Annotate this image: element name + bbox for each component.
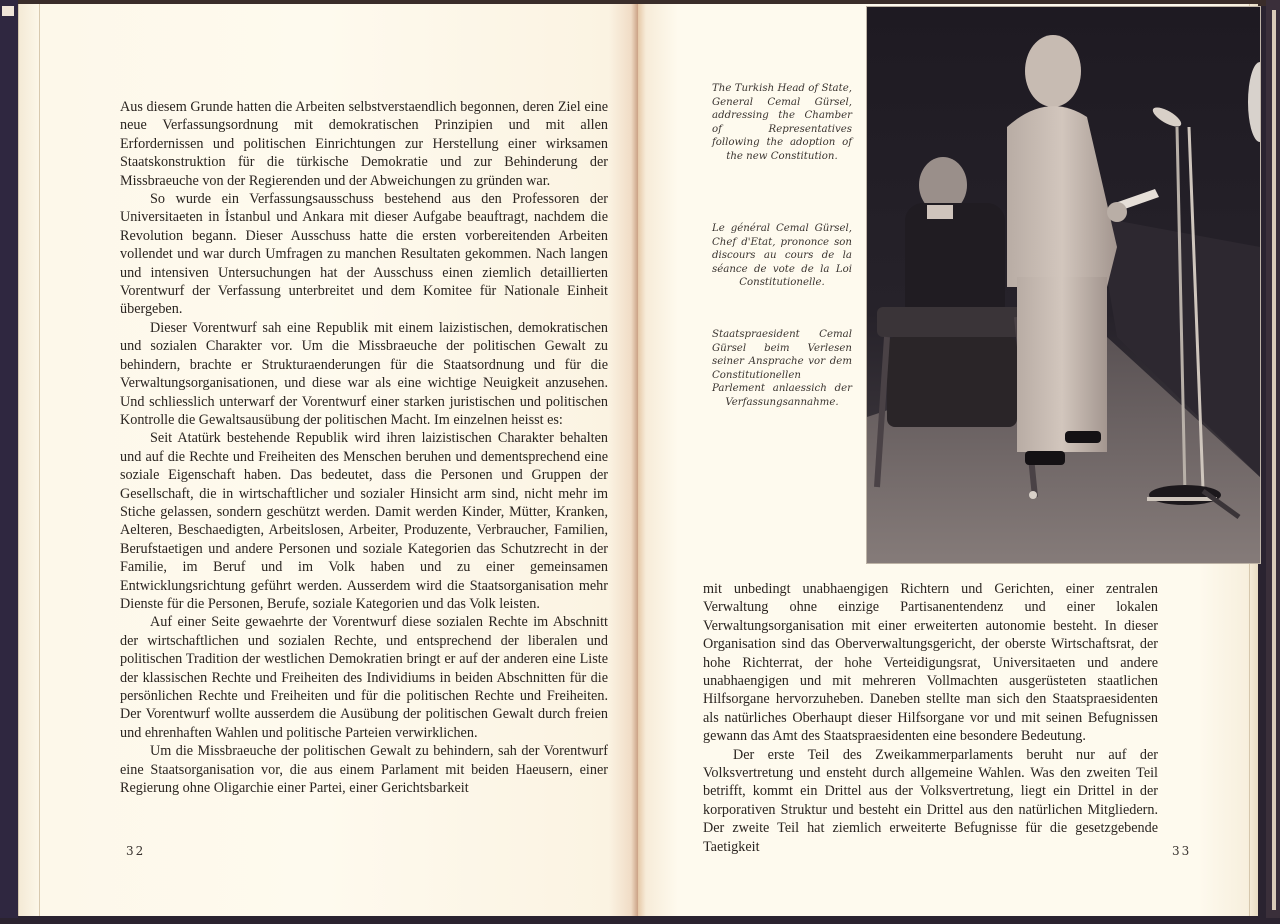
book-cover-left	[0, 0, 18, 924]
page-number-left: 32	[126, 844, 146, 858]
cover-corner	[2, 6, 14, 16]
book-cover-right	[1266, 0, 1280, 924]
paragraph: Aus diesem Grunde hatten die Arbeiten selbstverstaendlich begonnen, deren Ziel eine neue Verfassungsordnung mit demokratischen Prinzipien und mit allen Erfordernissen und politischen Einrichtungen zur Herstellung einer wirksamen Staatskonstruktion für die türkische Demokratie und zur Behinderung der Missbraeuche von der Regierenden und der Abweichungen zu gründen war.	[120, 99, 608, 189]
page-fold-line	[39, 4, 40, 916]
book-bottom-edge	[0, 918, 1280, 924]
photo-illustration	[867, 7, 1260, 563]
caption-german: Staatspraesident Cemal Gürsel beim Verlesen seiner Ansprache vor dem Constitutionellen Parlement anlaessich der Verfassungsannahme.	[712, 329, 852, 408]
paragraph: Der erste Teil des Zweikammerparlaments beruht nur auf der Volksvertretung und ensteht durch allgemeine Wahlen. Was den zweiten Teil betrifft, kommt ein Drittel aus der Volksvertretung, liegt ein Drittel in der korporativen Struktur und besteht ein Drittel aus den natürlichen Mitgliedern. Der zweite Teil hat ziemlich erweiterte Befugnisse für die gesetzgebende Taetigkeit	[703, 746, 1158, 855]
paragraph: So wurde ein Verfassungsausschuss bestehend aus den Professoren der Universitaeten in İstanbul und Ankara mit dieser Aufgabe beauftragt, nachdem die Revolution begann. Dieser Ausschuss hatte die ersten vorbereitenden Arbeiten vollendet und war durch Umfragen zu manchen Resultaten gekommen. Nach langen und intensiven Untersuchungen hat der Ausschuss einen ziemlich detaillierten Vorentwurf der Verfassung unterbreitet und dem Komitee für Nationale Einheit übergeben.	[120, 191, 608, 318]
page-stack-edge	[1272, 10, 1276, 910]
paragraph: Dieser Vorentwurf sah eine Republik mit einem laizistischen, demokratischen und sozialen Charakter vor. Um die Missbraeuche der politischen Gewalt zu behindern, brachte er Strukturaenderungen für die Staatsordnung und für die Verwaltungsorganisationen, und diese war als eine wichtige Neuigkeit anzusehen. Und schliesslich unterwarf der Vorentwurf einer starken juristischen und politischen Kontrolle die Gewaltsausübung der politischen Macht. Im einzelnen heisst es:	[120, 319, 608, 428]
paragraph: Seit Atatürk bestehende Republik wird ihren laizistischen Charakter behalten und auf die Rechte und Freiheiten des Menschen beruhen und dementsprechend eine soziale Eigenschaft haben. Das bedeutet, dass die Personen und Gruppen der Gesellschaft, die in wirtschaftlicher und sozialer Hinsicht arm sind, nicht mehr im Stiche gelassen, sondern geschützt werden. Damit werden Kinder, Mütter, Kranken, Aelteren, Beschaedigten, Arbeitslosen, Arbeiter, Produzente, Verbraucher, Familien, Berufstaetigen und andere Personen und soziale Kategorien das Schutzrecht in der Familie, im Beruf und im Volk haben und zu einer gemeinsamen Entwicklungsrichtung geführt werden. Ausserdem wird die Staatsorganisation mehr Dienste für die Personen, Berufe, soziale Kategorien und das Volk leisten.	[120, 430, 608, 612]
left-page-body	[120, 98, 608, 797]
caption-english: The Turkish Head of State, General Cemal Gürsel, addressing the Chamber of Representatives following the adoption of the new Constitution.	[712, 83, 852, 162]
caption-french: Le général Cemal Gürsel, Chef d'Etat, prononce son discours au cours de la séance de vote de la Loi Constitutionelle.	[712, 223, 852, 289]
paragraph: Auf einer Seite gewaehrte der Vorentwurf diese sozialen Rechte im Abschnitt der wirtschaftlichen und sozialen Rechte, und entsprechend der liberalen und politischen Tradition der westlichen Demokratien bringt er auf der anderen eine Liste der klassischen Rechte und Freiheiten des Individiums in beiden Abschnitten für die persönlichen Rechte und Freiheiten und für die politischen Rechte und Freiheiten. Der Vorentwurf wollte ausserdem die Ausübung der politischen Gewalt durch freien und ehrenhaften Wahlen und politische Parteien verwirklichen.	[120, 614, 608, 741]
paragraph: mit unbedingt unabhaengigen Richtern und Gerichten, einer zentralen Verwaltung ohne einzige Partisanentendenz und einer lokalen Verwaltungsorganisation mit einer erweiterten autonomie besteht. In dieser Organisation sind das Oberverwaltungsgericht, der oberste Wirtschaftsrat, der hohe Richterrat, der hohe Verteidigungsrat, Universitaeten und andere unabhaengigen und mit mehreren Vollmachten ausgerüsteten staatlichen Hilfsorgane hervorzuheben. Daneben stellte man sich den Staatspraesidenten als natürliches Oberhaupt dieser Hilfsorgane vor und mit seinen Befugnissen gewann das Amt des Staatspraesidenten eine besondere Bedeutung.	[703, 581, 1158, 745]
right-page-body	[703, 580, 1158, 856]
photograph-gursel-speech	[866, 6, 1261, 564]
paragraph: Um die Missbraeuche der politischen Gewalt zu behindern, sah der Vorentwurf eine Staatsorganisation vor, die aus einem Parlament mit beiden Haeusern, einer Regierung ohne Oligarchie einer Partei, einer Gerichtsbarkeit	[120, 743, 608, 797]
page-number-right: 33	[1172, 844, 1192, 858]
